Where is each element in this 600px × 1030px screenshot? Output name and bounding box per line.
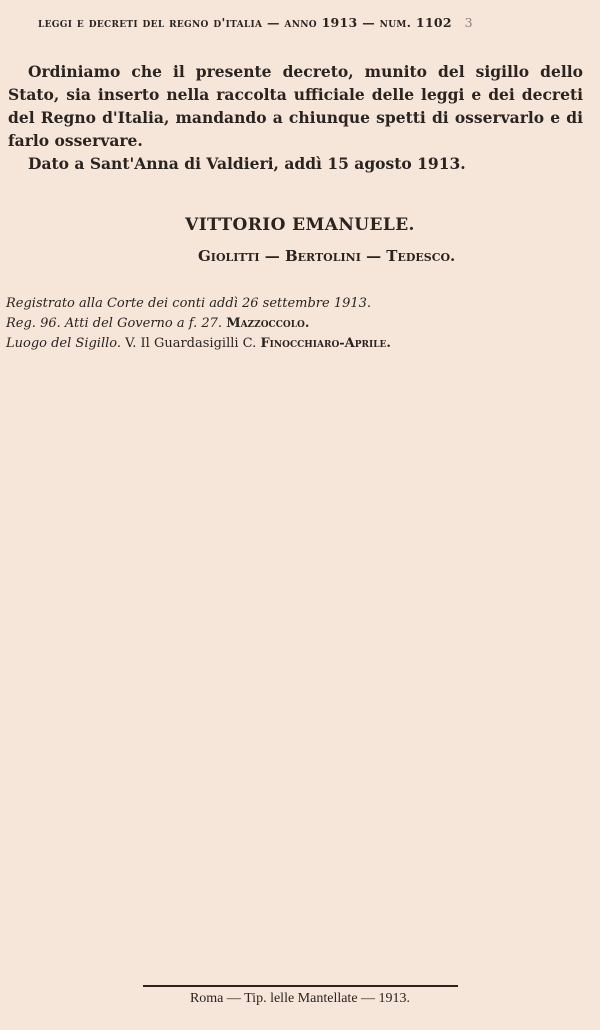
registry-line-3-seal: Luogo del Sigillo. bbox=[6, 336, 122, 351]
registry-notes bbox=[6, 294, 596, 354]
decree-body bbox=[8, 60, 583, 175]
footer-rule bbox=[143, 985, 458, 987]
registry-line-1-text: Registrato alla Corte dei conti addì 26 settembre 1913. bbox=[6, 296, 372, 311]
printer-imprint: Roma — Tip. lelle Mantellate — 1913. bbox=[189, 991, 411, 1006]
registry-line-2-ref: Reg. 96. Atti del Governo a f. 27. bbox=[6, 316, 223, 331]
registry-line-3-text: V. Il Guardasigilli C. bbox=[125, 336, 257, 351]
running-header bbox=[38, 15, 588, 30]
registry-line-3 bbox=[6, 334, 596, 354]
registry-line-2 bbox=[6, 314, 596, 334]
num-label: — num. bbox=[362, 15, 412, 30]
running-head-title: leggi e decreti del regno d'italia bbox=[38, 15, 263, 30]
year: 1913 bbox=[321, 15, 358, 30]
date-line: Dato a Sant'Anna di Valdieri, addì 15 agosto 1913. bbox=[28, 154, 466, 173]
minister-signatures: Giolitti — Bertolini — Tedesco. bbox=[198, 247, 456, 265]
registry-line-1 bbox=[6, 294, 596, 314]
page-number: 3 bbox=[464, 15, 473, 30]
registry-line-3-name: Finocchiaro-Aprile. bbox=[260, 336, 391, 351]
closing-paragraph: Ordiniamo che il presente decreto, munito del sigillo dello Stato, sia inserto nella raccolta ufficiale delle leggi e dei decreti del Regno d'Italia, mandando a chiunque spetti di osservarlo e di farlo osservare. bbox=[8, 62, 583, 150]
decree-number: 1102 bbox=[415, 15, 452, 30]
registry-line-2-name: Mazzoccolo. bbox=[226, 316, 310, 331]
king-signature: VITTORIO EMANUELE. bbox=[185, 215, 415, 235]
year-label: — anno bbox=[266, 15, 317, 30]
